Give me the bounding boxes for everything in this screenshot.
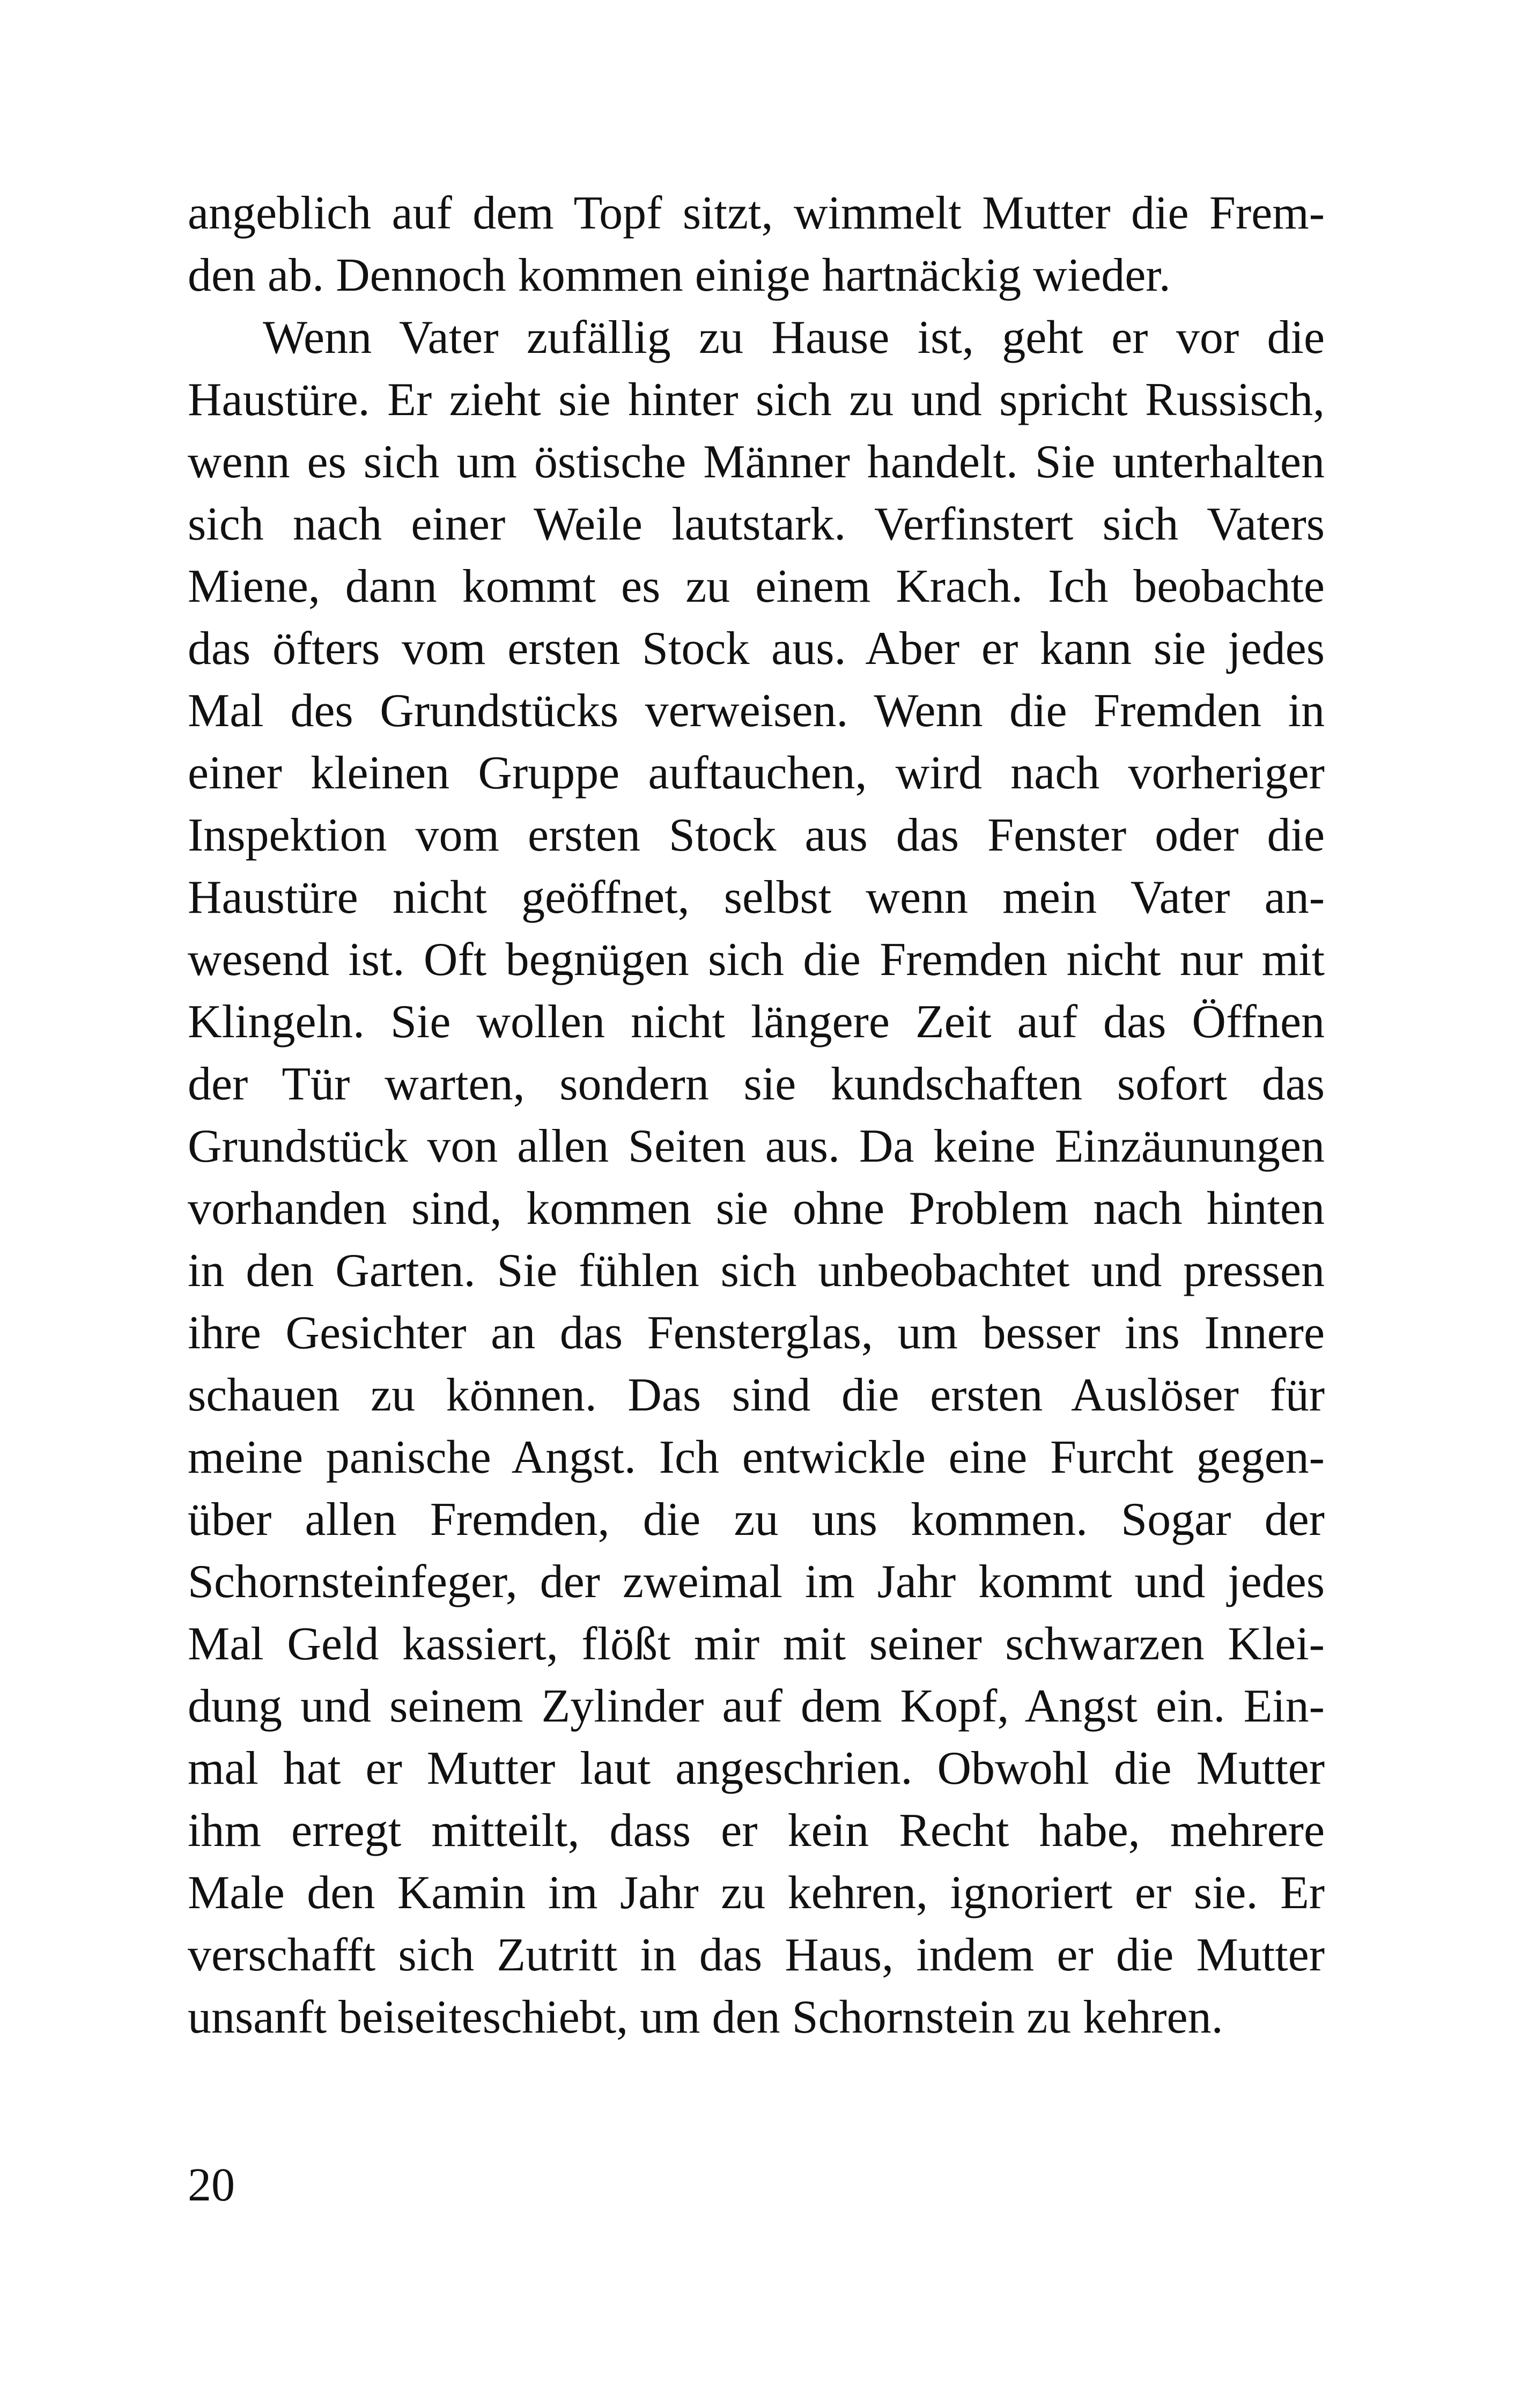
text-line: angeblich auf dem Topf sitzt, wimmelt Mutter die Frem- <box>188 187 1325 239</box>
text-line: Klingeln. Sie wollen nicht längere Zeit auf das Öffnen <box>188 996 1325 1048</box>
text-line: Wenn Vater zufällig zu Hause ist, geht er vor die <box>263 312 1325 364</box>
text-line: den ab. Dennoch kommen einige hartnäckig wieder. <box>188 249 1171 301</box>
paragraph-1 <box>188 182 1325 307</box>
text-line: Inspektion vom ersten Stock aus das Fenster oder die <box>188 809 1325 861</box>
text-line: schauen zu können. Das sind die ersten Auslöser für <box>188 1369 1325 1421</box>
text-line: Male den Kamin im Jahr zu kehren, ignoriert er sie. Er <box>188 1867 1325 1919</box>
text-line: über allen Fremden, die zu uns kommen. Sogar der <box>188 1494 1325 1546</box>
text-line: einer kleinen Gruppe auftauchen, wird nach vorheriger <box>188 747 1325 799</box>
text-line: Mal des Grundstücks verweisen. Wenn die Fremden in <box>188 685 1325 737</box>
text-line: ihm erregt mitteilt, dass er kein Recht habe, mehrere <box>188 1805 1325 1857</box>
text-line: Haustüre. Er zieht sie hinter sich zu und spricht Russisch, <box>188 374 1325 426</box>
text-line: Haustüre nicht geöffnet, selbst wenn mein Vater an- <box>188 871 1325 924</box>
text-line: unsanft beiseiteschiebt, um den Schornstein zu kehren. <box>188 1991 1223 2043</box>
text-line: wesend ist. Oft begnügen sich die Fremden nicht nur mit <box>188 934 1325 986</box>
text-line: meine panische Angst. Ich entwickle eine Furcht gegen- <box>188 1431 1325 1483</box>
text-line: Schornsteinfeger, der zweimal im Jahr kommt und jedes <box>188 1556 1325 1608</box>
text-line: wenn es sich um östische Männer handelt. Sie unterhalten <box>188 436 1325 488</box>
body-text <box>188 182 1325 2049</box>
text-line: verschafft sich Zutritt in das Haus, indem er die Mutter <box>188 1929 1325 1981</box>
text-line: Mal Geld kassiert, flößt mir mit seiner schwarzen Klei- <box>188 1618 1325 1670</box>
text-line: ihre Gesichter an das Fensterglas, um besser ins Innere <box>188 1307 1325 1359</box>
text-line: Miene, dann kommt es zu einem Krach. Ich beobachte <box>188 560 1325 612</box>
text-line: das öfters vom ersten Stock aus. Aber er kann sie jedes <box>188 623 1325 675</box>
page-number: 20 <box>188 2159 235 2211</box>
text-line: mal hat er Mutter laut angeschrien. Obwohl die Mutter <box>188 1742 1325 1794</box>
text-line: in den Garten. Sie fühlen sich unbeobachtet und pressen <box>188 1245 1325 1297</box>
text-line: Grundstück von allen Seiten aus. Da keine Einzäunungen <box>188 1120 1325 1172</box>
paragraph-2 <box>188 307 1325 2049</box>
text-line: dung und seinem Zylinder auf dem Kopf, Angst ein. Ein- <box>188 1680 1325 1732</box>
text-line: sich nach einer Weile lautstark. Verfinstert sich Vaters <box>188 498 1325 550</box>
text-line: der Tür warten, sondern sie kundschaften sofort das <box>188 1058 1325 1110</box>
text-line: vorhanden sind, kommen sie ohne Problem nach hinten <box>188 1183 1325 1235</box>
